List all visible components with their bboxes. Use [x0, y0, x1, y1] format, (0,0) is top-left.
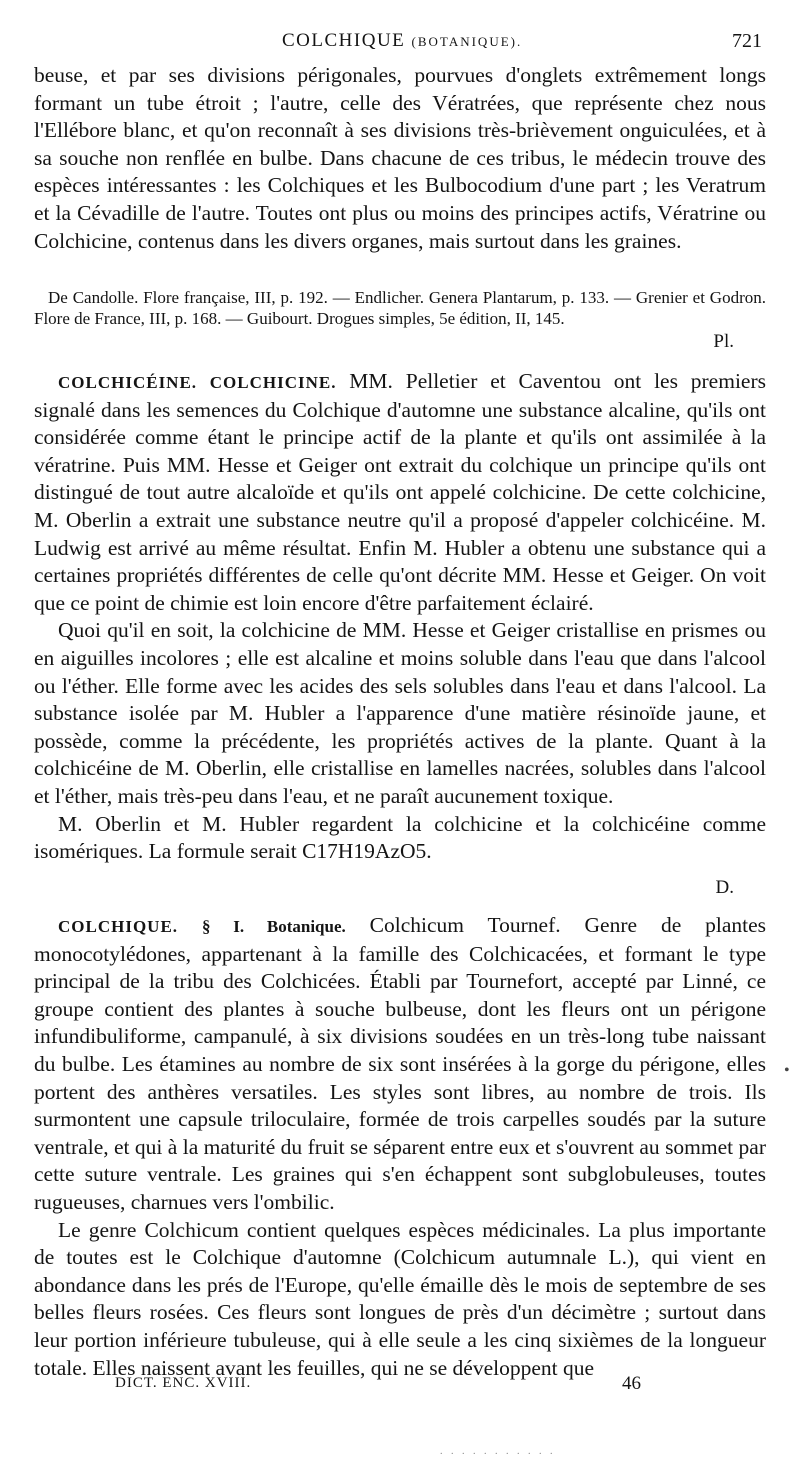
author-signature-pl: Pl.: [713, 331, 734, 352]
bibliography-references: [34, 287, 766, 329]
entry-paragraph-2: Le genre Colchicum contient quelques espèces médicinales. La plus importante de toutes est le Colchique d'automne (Colchicum autumnale L.), qui vient en abondance dans les prés de l'Europe, qu'elle émaille dès le mois de septembre de ses belles fleurs rosées. Ces fleurs sont longues de près d'un décimètre ; surtout dans leur portion inférieure tubuleuse, qui à elle seule a les cinq sixièmes de la longueur totale. Elles naissent avant les feuilles, qui ne se développent que: [34, 1217, 766, 1380]
bleed-through-marks: . . . . . . . . . . .: [440, 1446, 556, 1457]
entry-paragraph-1: COLCHIQUE. § I. Botanique. Colchicum Tournef. Genre de plantes monocotylédones, appartenant à la famille des Colchicacées, et formant le type principal de la tribu des Colchicées. Établi par Tournefort, accepté par Linné, ce groupe contient des plantes à souche bulbeuse, dont les fleurs ont un périgone infundibuliforme, campanulé, à six divisions soudées en un très-long tube naissant du bulbe. Les étamines au nombre de six sont insérées à la gorge du périgone, elles portent des anthères versatiles. Les styles sont libres, au nombre de trois. Ils surmontent une capsule triloculaire, formée de trois carpelles soudés par la suture ventrale, et qui à la maturité du fruit se séparent entre eux et s'ouvrent au sommet par cette suture ventrale. Les graines qui s'en échappent sont subglobuleuses, toutes rugueuses, charnues vers l'ombilic.: [34, 913, 767, 1214]
entry-colchiceine: [34, 368, 766, 866]
page-number: 721: [732, 30, 762, 52]
entry-paragraph-2: Quoi qu'il en soit, la colchicine de MM. Hesse et Geiger cristallise en prismes ou en aiguilles incolores ; elle est alcaline et moins soluble dans l'eau que dans l'alcool ou l'éther. Elle forme avec les acides des sels solubles dans l'eau et dans l'alcool. La substance isolée par M. Hubler a l'apparence d'une matière résinoïde jaune, et possède, comme la précédente, les propriétés actives de la plante. Quant à la colchicéine de M. Oberlin, elle cristallise en lamelles nacrées, solubles dans l'alcool et l'éther, mais très-peu dans l'eau, et ne paraît aucunement toxique.: [34, 618, 766, 808]
references-text: De Candolle. Flore française, III, p. 192. — Endlicher. Genera Plantarum, p. 133. — Grenier et Godron. Flore de France, III, p. 168. — Guibourt. Drogues simples, 5e édition, II, 145.: [34, 288, 766, 328]
page-footer: [0, 1371, 800, 1401]
section-heading: § I. Botanique.: [201, 917, 346, 936]
paragraph-continued: [34, 62, 766, 255]
entry-paragraph-1: COLCHICÉINE. COLCHICINE. MM. Pelletier et Caventou ont les premiers signalé dans les semences du Colchique d'automne une substance alcaline, qu'ils ont considérée comme étant le principe actif de la plante et qu'ils ont assimilée à la vératrine. Puis MM. Hesse et Geiger ont extrait du colchique un principe qu'ils ont distingué de tout autre alcaloïde et qu'ils ont appelé colchicine. De cette colchicine, M. Oberlin a extrait une substance neutre qu'il a proposé d'appeler colchicéine. M. Ludwig est arrivé au même résultat. Enfin M. Hubler a obtenu une substance qui a certaines propriétés différentes de celle qu'ont décrite MM. Hesse et Geiger. On voit que ce point de chimie est loin encore d'être parfaitement éclairé.: [34, 369, 766, 615]
margin-dot: •: [784, 1062, 790, 1079]
sheet-number: 46: [622, 1373, 641, 1394]
entry-colchique: [34, 912, 766, 1382]
author-signature-d: D.: [715, 877, 734, 898]
entry-paragraph-3: M. Oberlin et M. Hubler regardent la colchicine et la colchicéine comme isomériques. La formule serait C17H19AzO5.: [34, 811, 766, 864]
paragraph-text: beuse, et par ses divisions périgonales, pourvues d'onglets extrêmement longs formant un tube étroit ; l'autre, celle des Vératrées, que représente chez nous l'Ellébore blanc, et qu'on reconnaît à ses divisions très-brièvement onguiculées, et à sa souche non renflée en bulbe. Dans chacune de ces tribus, le médecin trouve des espèces intéressantes : les Colchiques et les Bulbocodium d'une part ; les Veratrum et la Cévadille de l'autre. Toutes ont plus ou moins des principes actifs, Vératrine ou Colchicine, contenus dans les divers organes, mais surtout dans les graines.: [34, 63, 766, 253]
signature-mark: DICT. ENC. XVIII.: [115, 1375, 252, 1391]
entry-heading: COLCHIQUE.: [58, 917, 179, 936]
running-header: [0, 30, 800, 56]
running-title: COLCHIQUE (BOTANIQUE).: [282, 30, 523, 51]
entry-heading: COLCHICÉINE. COLCHICINE.: [58, 373, 337, 392]
